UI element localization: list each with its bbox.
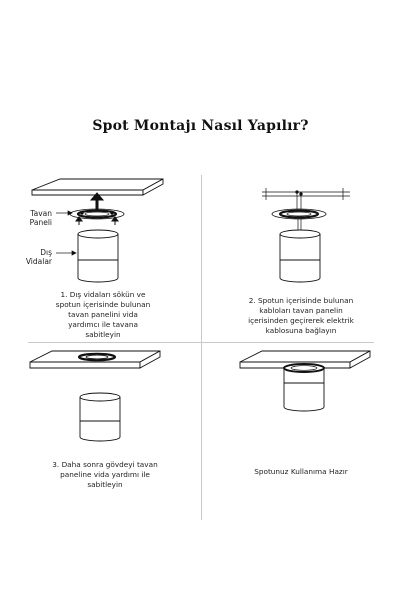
step-4-caption: Spotunuz Kullanıma Hazır: [254, 467, 348, 476]
spot-body: [78, 230, 118, 282]
ceiling-panel-ring: [272, 209, 326, 219]
screw-arrows: [76, 193, 118, 225]
electric-cables: [262, 188, 350, 212]
ceiling-panel-label: Tavan Paneli: [29, 209, 52, 227]
step-3-illustration: [0, 345, 200, 455]
horizontal-divider: [28, 342, 374, 343]
label-pointers: [56, 211, 76, 255]
page-title: Spot Montajı Nasıl Yapılır?: [92, 118, 309, 134]
step-2-illustration: [200, 170, 400, 290]
ceiling-slab: [32, 179, 163, 195]
step-1-illustration: [0, 170, 200, 290]
mounted-spot: [284, 364, 324, 411]
step-2-caption: 2. Spotun içerisinde bulunan kabloları tavan panelin içerisinden geçirerek elektrik kablosuna bağlayın: [248, 296, 354, 335]
spot-body: [280, 230, 320, 282]
ceiling-panel-ring: [79, 354, 115, 360]
spot-body: [80, 393, 120, 441]
outer-screws-label: Dış Vidalar: [25, 248, 52, 266]
step-1-caption: 1. Dış vidaları sökün ve spotun içerisinde bulunan tavan panelini vida yardımcı ile tavana sabitleyin: [55, 290, 151, 339]
step-3-caption: 3. Daha sonra gövdeyi tavan paneline vida yardımı ile sabitleyin: [52, 460, 158, 489]
step-4-illustration: [200, 345, 400, 455]
